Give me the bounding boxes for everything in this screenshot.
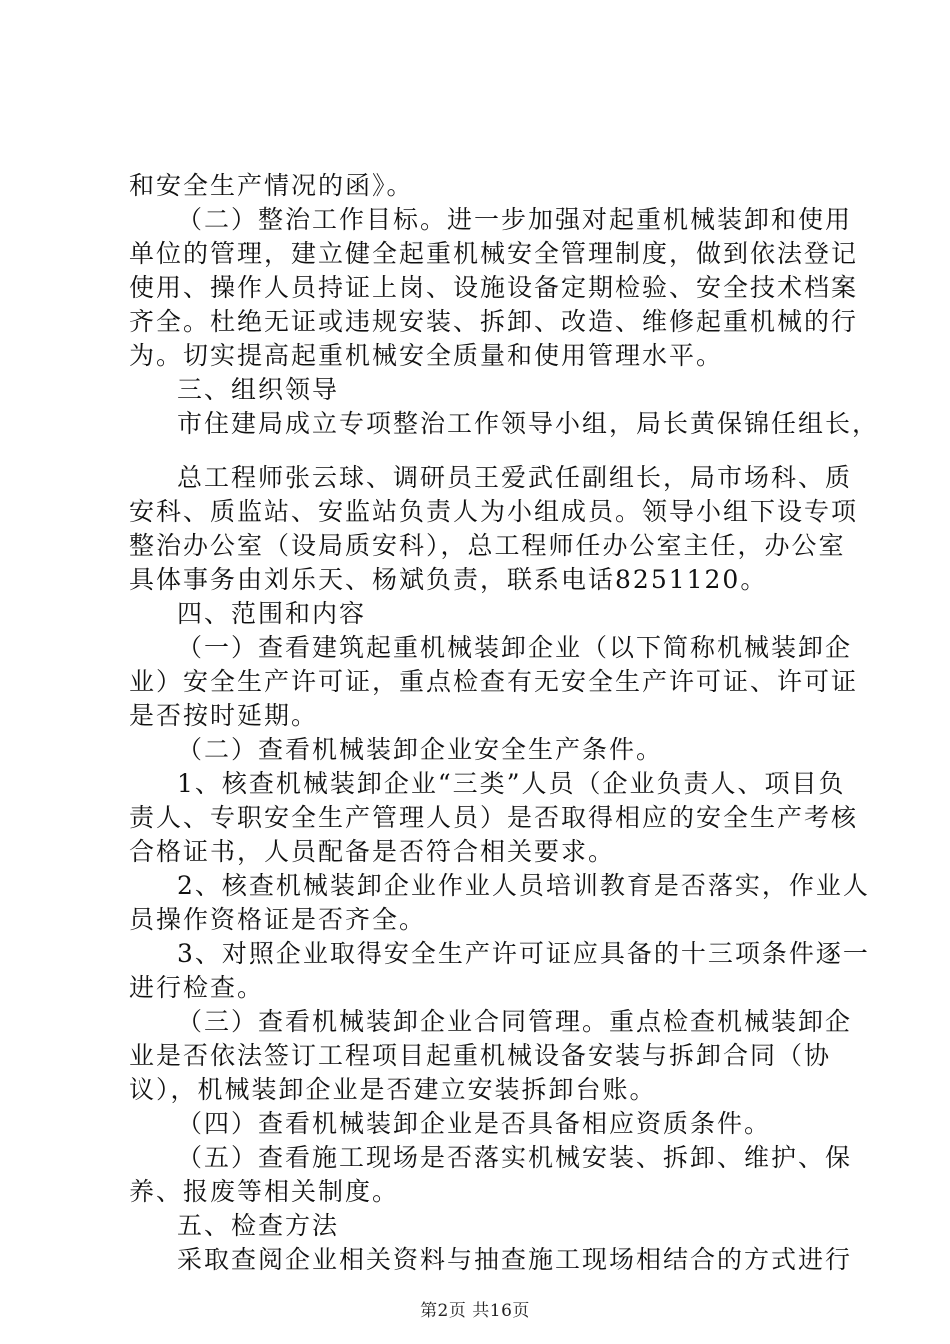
text-line: 齐全。杜绝无证或违规安装、拆卸、改造、维修起重机械的行 [129, 307, 859, 336]
text-line: 2、核查机械装卸企业作业人员培训教育是否落实，作业人 [177, 871, 870, 900]
text-line: （一）查看建筑起重机械装卸企业（以下简称机械装卸企 [177, 633, 853, 662]
text-line: （五）查看施工现场是否落实机械安装、拆卸、维护、保 [177, 1143, 853, 1172]
text-line: （四）查看机械装卸企业是否具备相应资质条件。 [177, 1109, 772, 1138]
text-line: （三）查看机械装卸企业合同管理。重点检查机械装卸企 [177, 1007, 853, 1036]
text-line: 和安全生产情况的函》。 [129, 171, 414, 200]
text-line: 议），机械装卸企业是否建立安装拆卸台账。 [129, 1075, 657, 1104]
text-line: （二）整治工作目标。进一步加强对起重机械装卸和使用 [177, 205, 853, 234]
text-line: 1、核查机械装卸企业“三类”人员（企业负责人、项目负 [177, 769, 846, 798]
section-heading: 四、范围和内容 [177, 599, 367, 628]
text-line: 具体事务由刘乐天、杨斌负责，联系电话8251120。 [129, 565, 768, 594]
text-line: 员操作资格证是否齐全。 [129, 905, 427, 934]
text-line: 为。切实提高起重机械安全质量和使用管理水平。 [129, 341, 724, 370]
text-line: 责人、专职安全生产管理人员）是否取得相应的安全生产考核 [129, 803, 859, 832]
text-line: （二）查看机械装卸企业安全生产条件。 [177, 735, 664, 764]
page-number-footer: 第2页 共16页 [420, 1301, 530, 1321]
text-line: 合格证书，人员配备是否符合相关要求。 [129, 837, 616, 866]
text-line: 采取查阅企业相关资料与抽查施工现场相结合的方式进行 [177, 1245, 853, 1274]
section-heading: 五、检查方法 [177, 1211, 340, 1240]
text-line: 总工程师张云球、调研员王爱武任副组长，局市场科、质 [177, 463, 853, 492]
text-line: 进行检查。 [129, 973, 265, 1002]
text-line: 整治办公室（设局质安科），总工程师任办公室主任，办公室 [129, 531, 846, 560]
text-line: 使用、操作人员持证上岗、设施设备定期检验、安全技术档案 [129, 273, 859, 302]
section-heading: 三、组织领导 [177, 375, 340, 404]
text-line: 业是否依法签订工程项目起重机械设备安装与拆卸合同（协 [129, 1041, 832, 1070]
text-line: 单位的管理，建立健全起重机械安全管理制度，做到依法登记 [129, 239, 859, 268]
text-line: 市住建局成立专项整治工作领导小组，局长黄保锦任组长， [177, 409, 880, 438]
text-line: 3、对照企业取得安全生产许可证应具备的十三项条件逐一 [177, 939, 870, 968]
text-line: 业）安全生产许可证，重点检查有无安全生产许可证、许可证 [129, 667, 859, 696]
text-line: 安科、质监站、安监站负责人为小组成员。领导小组下设专项 [129, 497, 859, 526]
text-line: 是否按时延期。 [129, 701, 319, 730]
text-line: 养、报废等相关制度。 [129, 1177, 400, 1206]
